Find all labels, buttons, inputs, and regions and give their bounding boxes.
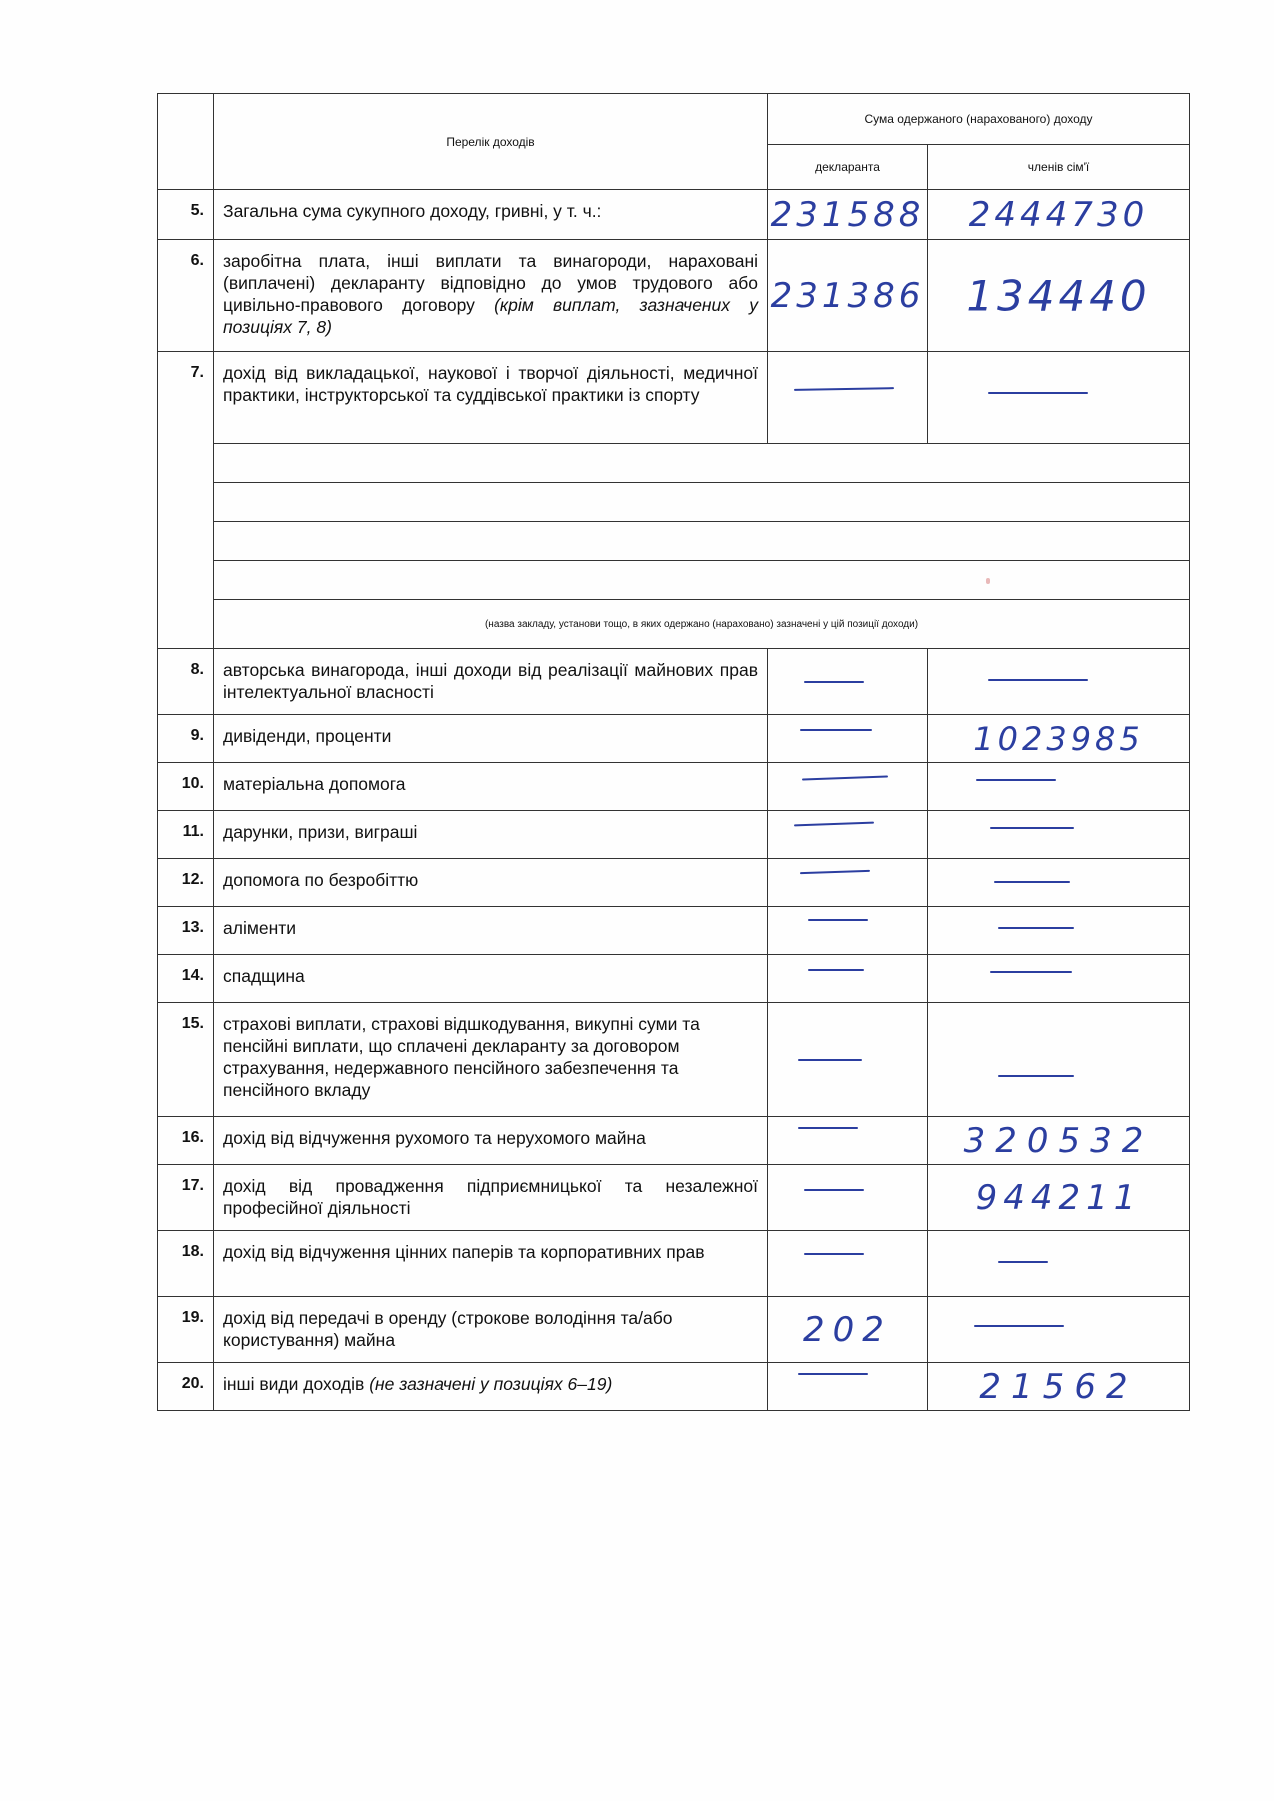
header-family-members: членів сім'ї — [928, 145, 1190, 190]
table-row — [158, 240, 1190, 352]
blank-line — [214, 444, 1190, 483]
family-value-cell — [928, 1003, 1190, 1117]
blank-line-row — [158, 483, 1190, 522]
handwritten-dash — [804, 1189, 864, 1191]
handwritten-value: 944211 — [975, 1177, 1142, 1218]
declarant-value-cell — [768, 1003, 928, 1117]
family-value-cell — [928, 1117, 1190, 1165]
table-row — [158, 907, 1190, 955]
handwritten-dash — [990, 827, 1074, 829]
row-description — [214, 240, 768, 352]
table-row — [158, 859, 1190, 907]
header-declarant: декларанта — [768, 145, 928, 190]
table-row — [158, 190, 1190, 240]
row-number: 8. — [158, 649, 214, 715]
declarant-value-cell — [768, 907, 928, 955]
declarant-value-cell — [768, 715, 928, 763]
handwritten-dash — [798, 1373, 868, 1375]
declarant-value-cell — [768, 240, 928, 352]
declarant-value-cell — [768, 1297, 928, 1363]
institution-caption: (назва закладу, установи тощо, в яких одержано (нараховано) зазначені у цій позиції доходи) — [214, 600, 1190, 649]
row-number: 12. — [158, 859, 214, 907]
row-description: дохід від відчуження цінних паперів та корпоративних прав — [214, 1231, 768, 1297]
family-value-cell — [928, 1231, 1190, 1297]
row-number: 18. — [158, 1231, 214, 1297]
row-number: 20. — [158, 1363, 214, 1411]
row-number: 7. — [158, 352, 214, 649]
declarant-value-cell — [768, 1117, 928, 1165]
declarant-value-cell — [768, 763, 928, 811]
blank-line — [214, 483, 1190, 522]
row-number: 11. — [158, 811, 214, 859]
handwritten-dash — [808, 969, 864, 971]
family-value-cell — [928, 715, 1190, 763]
declarant-value-cell — [768, 352, 928, 444]
row-number: 19. — [158, 1297, 214, 1363]
table-row — [158, 1003, 1190, 1117]
handwritten-value: 21562 — [979, 1366, 1138, 1407]
declarant-value-cell — [768, 1363, 928, 1411]
row-number: 5. — [158, 190, 214, 240]
row-number: 15. — [158, 1003, 214, 1117]
handwritten-value: 231386 — [770, 275, 925, 316]
handwritten-dash — [800, 870, 870, 874]
row-description-note: (не зазначені у позиціях 6–19) — [369, 1374, 613, 1394]
handwritten-value: 231588 — [770, 194, 925, 235]
table-row — [158, 1297, 1190, 1363]
row-description-main: інші види доходів — [223, 1374, 365, 1394]
family-value-cell — [928, 907, 1190, 955]
header-number-cell — [158, 94, 214, 190]
handwritten-dash — [804, 681, 864, 683]
row-description: дохід від відчуження рухомого та нерухомого майна — [214, 1117, 768, 1165]
caption-row — [158, 600, 1190, 649]
row-description: дивіденди, проценти — [214, 715, 768, 763]
row-description: аліменти — [214, 907, 768, 955]
table-row — [158, 1165, 1190, 1231]
row-number: 6. — [158, 240, 214, 352]
blank-line-row — [158, 561, 1190, 600]
handwritten-value: 1023985 — [973, 719, 1144, 758]
row-number: 13. — [158, 907, 214, 955]
handwritten-dash — [798, 1059, 862, 1061]
handwritten-dash — [794, 822, 874, 827]
handwritten-dash — [802, 775, 888, 780]
family-value-cell — [928, 190, 1190, 240]
row-description-main: заробітна плата, інші виплати та винагороди, нараховані (виплачені) декларанту відповідно до умов трудового або цивільно-правового договору — [223, 251, 758, 315]
handwritten-dash — [998, 1261, 1048, 1263]
handwritten-value: 320532 — [963, 1120, 1154, 1161]
row-description-note: (крім виплат, зазначених у позиціях 7, 8) — [223, 295, 758, 337]
row-description — [214, 1363, 768, 1411]
income-table — [157, 93, 1190, 1411]
row-description: дохід від викладацької, наукової і творчої діяльності, медичної практики, інструкторської та суддівської практики із спорту — [214, 352, 768, 444]
table-row — [158, 715, 1190, 763]
row-description: матеріальна допомога — [214, 763, 768, 811]
handwritten-dash — [998, 927, 1074, 929]
family-value-cell — [928, 859, 1190, 907]
row-number: 16. — [158, 1117, 214, 1165]
family-value-cell — [928, 811, 1190, 859]
handwritten-dash — [990, 971, 1072, 973]
family-value-cell — [928, 1363, 1190, 1411]
handwritten-dash — [974, 1325, 1064, 1327]
table-row — [158, 1363, 1190, 1411]
handwritten-dash — [988, 392, 1088, 394]
declarant-value-cell — [768, 1165, 928, 1231]
row-description: спадщина — [214, 955, 768, 1003]
handwritten-dash — [994, 881, 1070, 883]
row-description: страхові виплати, страхові відшкодування, викупні суми та пенсійні виплати, що сплачені декларанту за договором страхування, недержавного пенсійного забезпечення та пенсійного вкладу — [214, 1003, 768, 1117]
declarant-value-cell — [768, 811, 928, 859]
table-row — [158, 763, 1190, 811]
table-header-row — [158, 94, 1190, 145]
row-description: дохід від передачі в оренду (строкове володіння та/або користування) майна — [214, 1297, 768, 1363]
table-row — [158, 1231, 1190, 1297]
scan-speck — [986, 578, 990, 584]
handwritten-value: 134440 — [966, 271, 1151, 320]
declarant-value-cell — [768, 190, 928, 240]
header-sum-received: Сума одержаного (нарахованого) доходу — [768, 94, 1190, 145]
blank-line — [214, 561, 1190, 600]
row-description: дарунки, призи, виграші — [214, 811, 768, 859]
family-value-cell — [928, 240, 1190, 352]
handwritten-dash — [798, 1127, 858, 1129]
row-number: 10. — [158, 763, 214, 811]
blank-line-row — [158, 444, 1190, 483]
handwritten-dash — [800, 729, 872, 731]
declarant-value-cell — [768, 859, 928, 907]
family-value-cell — [928, 1165, 1190, 1231]
family-value-cell — [928, 649, 1190, 715]
blank-line — [214, 522, 1190, 561]
declarant-value-cell — [768, 1231, 928, 1297]
blank-line-row — [158, 522, 1190, 561]
handwritten-dash — [808, 919, 868, 921]
table-row — [158, 649, 1190, 715]
handwritten-dash — [794, 387, 894, 391]
handwritten-value: 202 — [803, 1309, 892, 1350]
table-row — [158, 955, 1190, 1003]
family-value-cell — [928, 352, 1190, 444]
family-value-cell — [928, 763, 1190, 811]
row-number: 9. — [158, 715, 214, 763]
table-row — [158, 352, 1190, 444]
family-value-cell — [928, 955, 1190, 1003]
row-number: 17. — [158, 1165, 214, 1231]
handwritten-dash — [988, 679, 1088, 681]
handwritten-value: 2444730 — [968, 194, 1149, 235]
table-row — [158, 811, 1190, 859]
row-number: 14. — [158, 955, 214, 1003]
row-description: дохід від провадження підприємницької та незалежної професійної діяльності — [214, 1165, 768, 1231]
family-value-cell — [928, 1297, 1190, 1363]
row-description: Загальна сума сукупного доходу, гривні, у т. ч.: — [214, 190, 768, 240]
header-income-list: Перелік доходів — [214, 94, 768, 190]
row-description: допомога по безробіттю — [214, 859, 768, 907]
declarant-value-cell — [768, 649, 928, 715]
handwritten-dash — [976, 779, 1056, 781]
handwritten-dash — [998, 1075, 1074, 1077]
declarant-value-cell — [768, 955, 928, 1003]
row-description: авторська винагорода, інші доходи від реалізації майнових прав інтелектуальної власності — [214, 649, 768, 715]
handwritten-dash — [804, 1253, 864, 1255]
table-row — [158, 1117, 1190, 1165]
